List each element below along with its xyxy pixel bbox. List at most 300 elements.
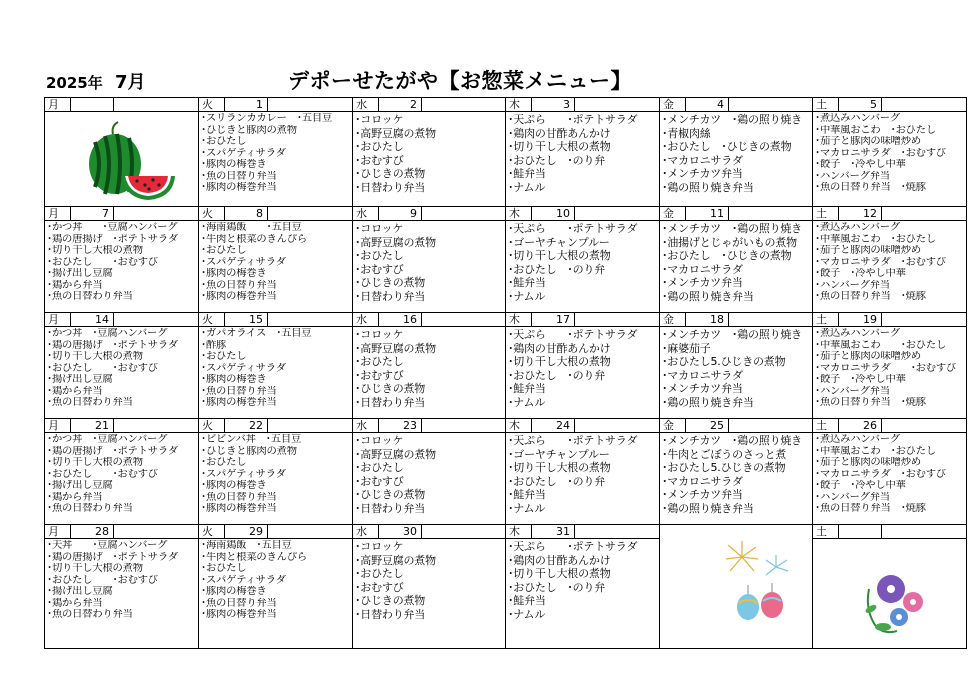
menu-item: ･おひたし — [355, 461, 404, 475]
weekday-label: 木 — [506, 313, 532, 326]
day-header — [45, 419, 199, 433]
menu-list — [199, 112, 352, 194]
day-header — [506, 207, 660, 221]
weekday-label: 木 — [506, 419, 532, 432]
menu-item: ･コロッケ — [355, 113, 404, 126]
menu-list — [813, 112, 966, 194]
weekday-label: 火 — [199, 313, 225, 326]
menu-item: ･おひたし ･ひじきの煮物 — [662, 249, 792, 263]
menu-list — [199, 433, 352, 515]
day-header — [199, 207, 353, 221]
menu-item: ･おひたし — [201, 245, 247, 257]
menu-list — [506, 112, 659, 195]
menu-item: ･揚げ出し豆腐 — [47, 374, 113, 386]
weekday-label: 月 — [45, 419, 71, 432]
weekday-label: 火 — [199, 419, 225, 432]
calendar-cell-fireworks — [660, 525, 813, 649]
menu-list — [506, 221, 659, 304]
menu-item: ･マカロニサラダ ･おむすび — [815, 468, 946, 480]
menu-item: ･豚肉の梅巻き — [201, 480, 267, 492]
menu-item: ･天丼 ･豆腐ハンバーグ — [47, 540, 168, 551]
day-number: 22 — [225, 419, 268, 432]
day-menu-cell — [353, 327, 506, 419]
day-header — [199, 525, 353, 539]
morning-glory-icon — [813, 539, 963, 644]
menu-item: ･おむすび — [355, 580, 404, 594]
day-number: 29 — [225, 525, 268, 538]
page-title: デポーせたがや【お惣菜メニュー】 — [288, 69, 632, 93]
day-header — [353, 98, 506, 112]
day-header — [199, 313, 353, 327]
menu-item: ･豚肉の梅巻き — [201, 268, 267, 280]
day-menu-cell — [353, 112, 506, 207]
menu-item: ･茄子と豚肉の味噌炒め — [815, 245, 921, 257]
menu-item: ･ナムル — [508, 180, 546, 194]
day-number: 15 — [225, 313, 268, 326]
menu-item: ･おひたし ･おむすび — [47, 362, 158, 374]
year-label: 2025年 — [46, 74, 103, 92]
menu-item: ･おひたし ･のり弁 — [508, 368, 605, 382]
menu-list — [506, 433, 659, 516]
menu-list — [199, 221, 352, 303]
day-menu-cell — [506, 539, 660, 649]
menu-item: ･おひたし5.ひじきの煮物 — [662, 355, 786, 369]
menu-item: ･鮭弁当 — [508, 382, 546, 396]
weekday-label: 土 — [813, 207, 839, 220]
day-header — [660, 419, 813, 433]
day-header — [660, 98, 813, 112]
menu-list — [353, 539, 505, 622]
menu-item: ･ひじきの煮物 — [355, 276, 426, 290]
weekday-label: 金 — [660, 313, 686, 326]
menu-item: ･マカロニサラダ — [662, 474, 743, 488]
menu-item: ･日替わり弁当 — [355, 180, 426, 194]
menu-item: ･おひたし ･のり弁 — [508, 262, 605, 276]
day-header — [353, 207, 506, 221]
menu-item: ･おひたし ･おむすび — [47, 574, 158, 586]
menu-item: ･茄子と豚肉の味噌炒め — [815, 136, 921, 148]
menu-item: ･鶏の唐揚げ ･ポテトサラダ — [47, 445, 178, 457]
weekday-label: 月 — [45, 207, 71, 220]
menu-item: ･日替わり弁当 — [355, 501, 426, 515]
day-number: 16 — [379, 313, 422, 326]
menu-list — [353, 221, 505, 304]
watermelon-icon — [45, 112, 195, 202]
menu-item: ･マカロニサラダ ･おむすび — [815, 147, 946, 159]
menu-item: ･おひたし — [355, 567, 404, 581]
menu-item: ･鶏肉の甘酢あんかけ — [508, 553, 611, 567]
menu-item: ･鶏の唐揚げ ･ポテトサラダ — [47, 551, 178, 563]
menu-item: ･切り干し大根の煮物 — [508, 140, 611, 154]
day-menu-cell — [45, 221, 199, 313]
menu-item: ･スリランカカレー ･五目豆 — [201, 113, 333, 124]
menu-item: ･ひじきの煮物 — [355, 594, 426, 608]
day-header — [813, 525, 967, 539]
weekday-label: 月 — [45, 98, 71, 111]
menu-item: ･鶏の唐揚げ ･ポテトサラダ — [47, 233, 178, 245]
menu-item: ･切り干し大根の煮物 — [508, 355, 611, 369]
weekday-label: 火 — [199, 207, 225, 220]
weekday-label: 土 — [813, 98, 839, 111]
calendar-cell-morning-glory — [813, 539, 967, 649]
menu-item: ･海南鶏飯 ･五目豆 — [201, 540, 292, 551]
menu-item: ･鶏から弁当 — [47, 279, 103, 291]
menu-item: ･おひたし5.ひじきの煮物 — [662, 461, 786, 475]
menu-item: ･天ぷら ･ポテトサラダ — [508, 434, 638, 447]
day-menu-cell — [813, 433, 967, 525]
day-menu-cell — [813, 112, 967, 207]
day-number: 14 — [71, 313, 114, 326]
day-number: 4 — [686, 98, 729, 111]
menu-item: ･日替わり弁当 — [355, 395, 426, 409]
menu-item: ･中華風おこわ ･おひたし — [815, 233, 936, 245]
day-number — [71, 98, 114, 111]
day-number: 30 — [379, 525, 422, 538]
menu-item: ･ハンバーグ弁当 — [815, 170, 890, 182]
menu-item: ･スパゲティサラダ — [201, 468, 286, 480]
day-menu-cell — [353, 221, 506, 313]
menu-item: ･かつ丼 ･豆腐ハンバーグ — [47, 222, 178, 233]
day-header — [506, 313, 660, 327]
menu-item: ･高野豆腐の煮物 — [355, 341, 436, 355]
menu-item: ･コロッケ — [355, 540, 404, 553]
menu-item: ･切り干し大根の煮物 — [47, 457, 143, 469]
menu-item: ･メンチカツ ･鶏の照り焼き — [662, 328, 802, 341]
menu-item: ･豚肉の梅巻弁当 — [201, 609, 277, 621]
day-number: 21 — [71, 419, 114, 432]
day-number: 18 — [686, 313, 729, 326]
day-number: 24 — [532, 419, 575, 432]
weekday-label: 水 — [353, 419, 379, 432]
menu-item: ･魚の日替わり弁当 — [47, 609, 133, 621]
day-menu-cell — [199, 221, 353, 313]
menu-item: ･かつ丼 ･豆腐ハンバーグ — [47, 434, 168, 445]
weekday-label: 金 — [660, 207, 686, 220]
day-menu-cell — [506, 221, 660, 313]
menu-item: ･牛肉と根菜のきんぴら — [201, 551, 307, 563]
menu-item: ･鶏の照り焼き弁当 — [662, 395, 754, 409]
menu-list — [199, 539, 352, 621]
menu-item: ･ひじきの煮物 — [355, 167, 426, 181]
menu-list — [660, 112, 812, 195]
menu-item: ･豚肉の梅巻弁当 — [201, 291, 277, 303]
weekday-label: 木 — [506, 525, 532, 538]
menu-list — [506, 539, 659, 622]
day-menu-cell — [813, 327, 967, 419]
day-number: 28 — [71, 525, 114, 538]
menu-list — [506, 327, 659, 410]
menu-item: ･コロッケ — [355, 222, 404, 235]
menu-item: ･ゴーヤチャンプルー — [508, 235, 610, 249]
menu-item: ･牛肉と根菜のきんぴら — [201, 233, 307, 245]
weekday-label: 土 — [813, 525, 839, 538]
menu-list — [813, 433, 966, 515]
menu-item: ･魚の日替り弁当 ･焼豚 — [815, 397, 926, 409]
menu-item: ･おむすび — [355, 262, 404, 276]
menu-item: ･マカロニサラダ — [662, 153, 743, 167]
menu-list — [353, 433, 505, 516]
menu-item: ･スパゲティサラダ — [201, 574, 286, 586]
day-menu-cell — [199, 539, 353, 649]
menu-item: ･煮込みハンバーグ — [815, 328, 901, 339]
day-header — [353, 525, 506, 539]
menu-item: ･魚の日替わり弁当 — [47, 503, 133, 515]
menu-item: ･ナムル — [508, 289, 546, 303]
day-header — [353, 419, 506, 433]
day-header — [199, 98, 353, 112]
day-header — [813, 419, 967, 433]
menu-item: ･高野豆腐の煮物 — [355, 126, 436, 140]
menu-item: ･豚肉の梅巻き — [201, 374, 267, 386]
calendar-table — [44, 97, 967, 649]
menu-item: ･鶏肉の甘酢あんかけ — [508, 126, 611, 140]
menu-item: ･煮込みハンバーグ — [815, 222, 901, 233]
menu-item: ･スパゲティサラダ — [201, 256, 286, 268]
day-header — [45, 313, 199, 327]
day-header — [813, 313, 967, 327]
weekday-label: 水 — [353, 98, 379, 111]
menu-item: ･ゴーヤチャンプルー — [508, 447, 610, 461]
menu-item: ･魚の日替り弁当 ･焼豚 — [815, 182, 926, 194]
menu-item: ･おひたし ･おむすび — [47, 468, 158, 480]
menu-item: ･煮込みハンバーグ — [815, 113, 901, 124]
day-menu-cell — [353, 433, 506, 525]
menu-item: ･麻婆茄子 — [662, 341, 711, 355]
fireworks-icon — [660, 525, 810, 630]
menu-list — [353, 327, 505, 410]
menu-item: ･おひたし ･おむすび — [47, 256, 158, 268]
menu-item: ･メンチカツ弁当 — [662, 276, 743, 290]
menu-item: ･豚肉の梅巻き — [201, 159, 267, 171]
day-menu-cell — [199, 112, 353, 207]
day-menu-cell — [506, 433, 660, 525]
menu-item: ･中華風おこわ ･おひたし — [815, 445, 936, 457]
day-number: 9 — [379, 207, 422, 220]
day-header — [813, 98, 967, 112]
day-header — [199, 419, 353, 433]
day-menu-cell — [660, 433, 813, 525]
menu-list — [45, 433, 198, 515]
menu-list — [660, 327, 812, 410]
day-number: 23 — [379, 419, 422, 432]
menu-item: ･ハンバーグ弁当 — [815, 279, 890, 291]
menu-item: ･マカロニサラダ — [662, 262, 743, 276]
menu-item: ･切り干し大根の煮物 — [47, 245, 143, 257]
day-number: 12 — [839, 207, 882, 220]
menu-item: ･中華風おこわ ･おひたし — [815, 339, 947, 351]
menu-item: ･豚肉の梅巻弁当 — [201, 397, 277, 409]
day-number: 2 — [379, 98, 422, 111]
menu-list — [813, 327, 966, 409]
menu-item: ･おむすび — [355, 474, 404, 488]
day-header — [45, 525, 199, 539]
menu-item: ･ひじきの煮物 — [355, 488, 426, 502]
menu-item: ･スパゲティサラダ — [201, 147, 286, 159]
menu-item: ･ビビンバ丼 ･五目豆 — [201, 434, 302, 445]
menu-item: ･鮭弁当 — [508, 488, 546, 502]
weekday-label: 月 — [45, 313, 71, 326]
day-number: 10 — [532, 207, 575, 220]
menu-item: ･おむすび — [355, 153, 404, 167]
menu-item: ･スパゲティサラダ — [201, 362, 286, 374]
menu-item: ･マカロニサラダ ･おむすび — [815, 256, 946, 268]
menu-item: ･メンチカツ ･鶏の照り焼き — [662, 113, 802, 126]
menu-item: ･豚肉の梅巻弁当 — [201, 182, 277, 194]
menu-item: ･油揚げとじゃがいもの煮物 — [662, 235, 797, 249]
menu-item: ･日替わり弁当 — [355, 289, 426, 303]
day-header — [660, 313, 813, 327]
day-header — [506, 419, 660, 433]
weekday-label: 水 — [353, 313, 379, 326]
menu-item: ･メンチカツ弁当 — [662, 382, 743, 396]
weekday-label: 水 — [353, 525, 379, 538]
menu-list — [813, 221, 966, 303]
menu-item: ･魚の日替わり弁当 — [47, 397, 133, 409]
menu-item: ･かつ丼 ･豆腐ハンバーグ — [47, 328, 168, 339]
day-header — [506, 98, 660, 112]
menu-item: ･魚の日替り弁当 — [201, 170, 277, 182]
day-number: 31 — [532, 525, 575, 538]
menu-item: ･コロッケ — [355, 328, 404, 341]
menu-item: ･鶏から弁当 — [47, 491, 103, 503]
day-menu-cell — [353, 539, 506, 649]
menu-item: ･豚肉の梅巻弁当 — [201, 503, 277, 515]
weekday-label: 水 — [353, 207, 379, 220]
menu-item: ･揚げ出し豆腐 — [47, 586, 113, 598]
menu-item: ･魚の日替り弁当 ･焼豚 — [815, 503, 926, 515]
menu-item: ･切り干し大根の煮物 — [47, 351, 143, 363]
day-header — [660, 207, 813, 221]
menu-item: ･ひじきと豚肉の煮物 — [201, 124, 297, 136]
menu-list — [353, 112, 505, 195]
menu-item: ･天ぷら ･ポテトサラダ — [508, 113, 638, 126]
day-number: 17 — [532, 313, 575, 326]
menu-item: ･牛肉とごぼうのさっと煮 — [662, 447, 787, 461]
menu-item: ･メンチカツ ･鶏の照り焼き — [662, 434, 802, 447]
menu-item: ･青椒肉絲 — [662, 126, 711, 140]
menu-item: ･揚げ出し豆腐 — [47, 480, 113, 492]
menu-item: ･鶏の照り焼き弁当 — [662, 180, 754, 194]
menu-item: ･餃子 ･冷やし中華 — [815, 268, 906, 280]
menu-item: ･おひたし — [355, 140, 404, 154]
calendar-cell-watermelon — [45, 112, 199, 207]
menu-list — [199, 327, 352, 409]
menu-item: ･魚の日替り弁当 — [201, 491, 277, 503]
menu-item: ･魚の日替り弁当 — [201, 597, 277, 609]
menu-item: ･日替わり弁当 — [355, 607, 426, 621]
menu-item: ･おひたし — [355, 249, 404, 263]
menu-item: ･ハンバーグ弁当 — [815, 491, 890, 503]
menu-item: ･魚の日替り弁当 — [201, 279, 277, 291]
menu-item: ･鶏から弁当 — [47, 597, 103, 609]
menu-item: ･切り干し大根の煮物 — [508, 461, 611, 475]
day-menu-cell — [660, 112, 813, 207]
menu-item: ･ナムル — [508, 607, 546, 621]
menu-item: ･おひたし — [201, 351, 247, 363]
menu-item: ･鮭弁当 — [508, 167, 546, 181]
menu-item: ･餃子 ･冷やし中華 — [815, 374, 906, 386]
menu-item: ･ナムル — [508, 501, 546, 515]
menu-item: ･鮭弁当 — [508, 276, 546, 290]
menu-list — [660, 433, 812, 516]
weekday-label: 火 — [199, 525, 225, 538]
menu-item: ･おむすび — [355, 368, 404, 382]
weekday-label: 月 — [45, 525, 71, 538]
menu-item: ･魚の日替り弁当 — [201, 385, 277, 397]
menu-item: ･おひたし ･ひじきの煮物 — [662, 140, 792, 154]
menu-item: ･ガパオライス ･五目豆 — [201, 328, 312, 339]
menu-item: ･コロッケ — [355, 434, 404, 447]
day-number: 8 — [225, 207, 268, 220]
day-menu-cell — [199, 433, 353, 525]
menu-item: ･メンチカツ弁当 — [662, 488, 743, 502]
menu-item: ･メンチカツ ･鶏の照り焼き — [662, 222, 802, 235]
menu-item: ･高野豆腐の煮物 — [355, 553, 436, 567]
menu-item: ･おひたし ･のり弁 — [508, 153, 605, 167]
menu-item: ･メンチカツ弁当 — [662, 167, 743, 181]
menu-item: ･中華風おこわ ･おひたし — [815, 124, 936, 136]
menu-list — [45, 327, 198, 409]
menu-item: ･豚肉の梅巻き — [201, 586, 267, 598]
menu-item: ･高野豆腐の煮物 — [355, 235, 436, 249]
weekday-label: 金 — [660, 98, 686, 111]
menu-item: ･ひじきと豚肉の煮物 — [201, 445, 297, 457]
menu-item: ･鶏から弁当 — [47, 385, 103, 397]
day-number: 26 — [839, 419, 882, 432]
day-menu-cell — [45, 539, 199, 649]
day-header — [45, 98, 199, 112]
menu-item: ･揚げ出し豆腐 — [47, 268, 113, 280]
day-number — [839, 525, 882, 538]
day-menu-cell — [199, 327, 353, 419]
menu-item: ･餃子 ･冷やし中華 — [815, 159, 906, 171]
menu-item: ･切り干し大根の煮物 — [508, 249, 611, 263]
weekday-label: 火 — [199, 98, 225, 111]
month-label: 7月 — [115, 72, 146, 93]
day-menu-cell — [506, 112, 660, 207]
day-header — [506, 525, 660, 539]
menu-list — [660, 221, 812, 304]
menu-item: ･マカロニサラダ ･おむすび — [815, 362, 957, 374]
menu-item: ･餃子 ･冷やし中華 — [815, 480, 906, 492]
menu-item: ･高野豆腐の煮物 — [355, 447, 436, 461]
menu-list — [45, 221, 198, 303]
menu-item: ･ハンバーグ弁当 — [815, 385, 890, 397]
day-menu-cell — [660, 327, 813, 419]
day-menu-cell — [45, 327, 199, 419]
menu-item: ･茄子と豚肉の味噌炒め — [815, 351, 921, 363]
menu-item: ･酢豚 — [201, 339, 227, 351]
day-number: 7 — [71, 207, 114, 220]
menu-item: ･鶏の照り焼き弁当 — [662, 501, 754, 515]
menu-item: ･切り干し大根の煮物 — [47, 563, 143, 575]
day-header — [353, 313, 506, 327]
menu-item: ･鶏の唐揚げ ･ポテトサラダ — [47, 339, 178, 351]
menu-item: ･魚の日替わり弁当 — [47, 291, 133, 303]
day-menu-cell — [813, 221, 967, 313]
day-header — [813, 207, 967, 221]
weekday-label: 土 — [813, 313, 839, 326]
day-number: 5 — [839, 98, 882, 111]
menu-item: ･魚の日替り弁当 ･焼豚 — [815, 291, 926, 303]
menu-item: ･鶏肉の甘酢あんかけ — [508, 341, 611, 355]
menu-item: ･おひたし — [201, 563, 247, 575]
menu-list — [45, 539, 198, 621]
day-menu-cell — [506, 327, 660, 419]
day-number: 25 — [686, 419, 729, 432]
menu-item: ･おひたし — [201, 457, 247, 469]
menu-item: ･切り干し大根の煮物 — [508, 567, 611, 581]
